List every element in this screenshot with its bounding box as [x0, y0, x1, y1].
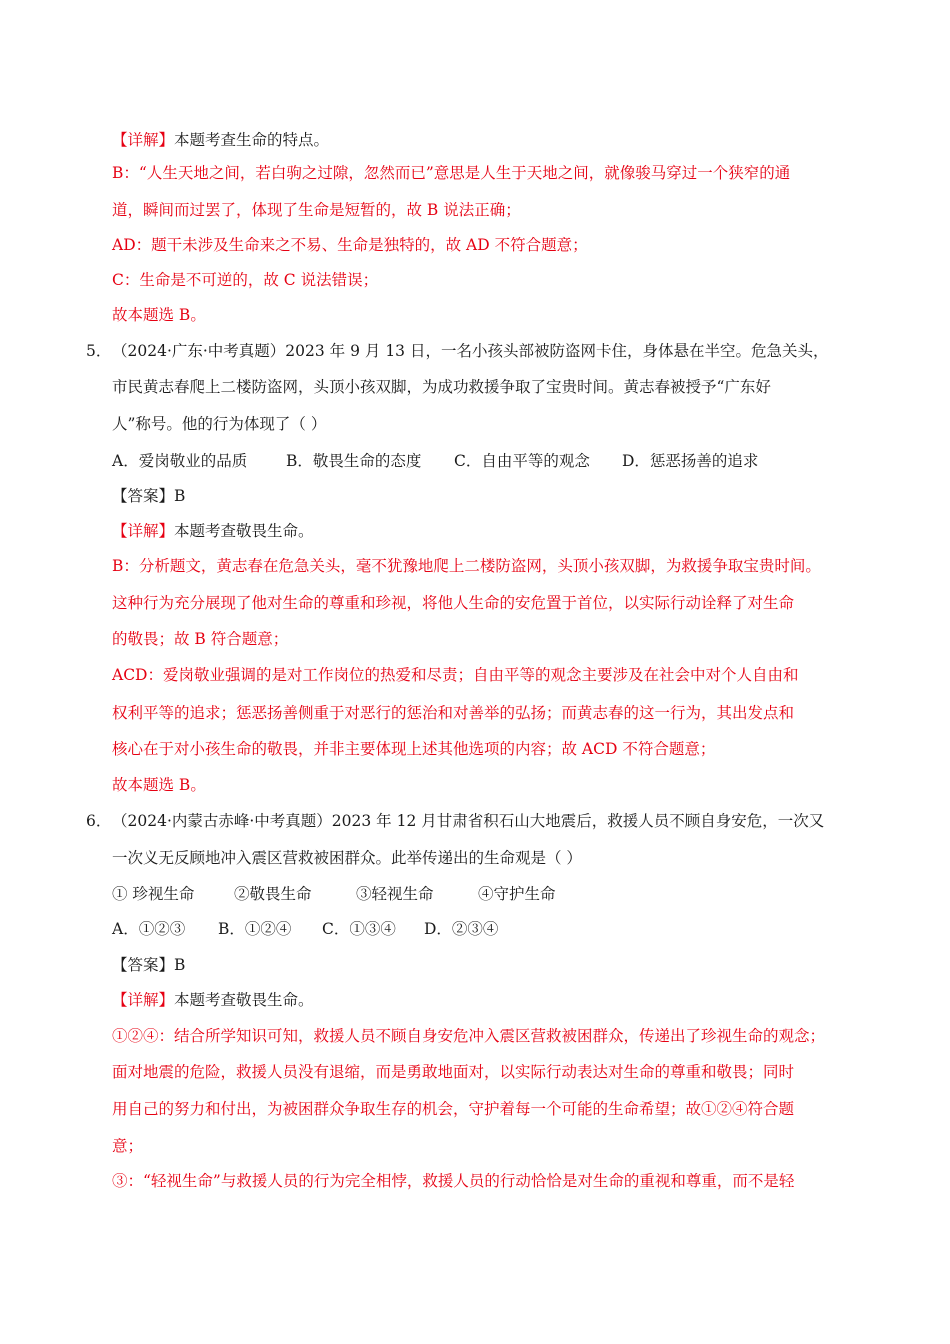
option-d: D．②③④ — [424, 920, 499, 938]
q6-answer: 【答案】B — [112, 956, 186, 974]
q6-detail-line: 意； — [112, 1137, 144, 1155]
option-a: A．①②③ — [112, 920, 186, 938]
q5-stem-line: （2024·广东·中考真题）2023 年 9 月 13 日，一名小孩头部被防盗网卡住，身体悬在半空。危急关头， — [112, 342, 829, 360]
q5-detail-heading: 【详解】本题考查敬畏生命。 — [112, 522, 314, 540]
q4-detail-line: AD：题干未涉及生命来之不易、生命是独特的，故 AD 不符合题意； — [112, 236, 588, 254]
q4-conclusion: 故本题选 B。 — [112, 306, 206, 324]
q4-detail-line: B：“人生天地之间，若白驹之过隙，忽然而已”意思是人生于天地之间，就像骏马穿过一个狭窄的通 — [112, 164, 791, 182]
question-number: 6． — [86, 812, 112, 830]
statement-1: ① 珍视生命 — [112, 885, 195, 903]
statement-4: ④守护生命 — [478, 885, 556, 903]
q4-detail-heading: 【详解】本题考查生命的特点。 — [112, 131, 330, 149]
q5-detail-line: 这种行为充分展现了他对生命的尊重和珍视，将他人生命的安危置于首位，以实际行动诠释了对生命 — [112, 594, 795, 612]
option-b: B．敬畏生命的态度 — [286, 452, 422, 470]
q6-detail-heading: 【详解】本题考查敬畏生命。 — [112, 991, 314, 1009]
statement-3: ③轻视生命 — [356, 885, 434, 903]
option-d: D．惩恶扬善的追求 — [622, 452, 759, 470]
q6-detail-line: 面对地震的危险，救援人员没有退缩，而是勇敢地面对，以实际行动表达对生命的尊重和敬畏；同时 — [112, 1063, 795, 1081]
q6-stem-line: （2024·内蒙古赤峰·中考真题）2023 年 12 月甘肃省积石山大地震后，救援人员不顾自身安危，一次又 — [112, 812, 825, 830]
q5-stem-line: 市民黄志春爬上二楼防盗网，头顶小孩双脚，为成功救援争取了宝贵时间。黄志春被授予“广东好 — [112, 378, 771, 396]
q5-detail-line: ACD：爱岗敬业强调的是对工作岗位的热爱和尽责；自由平等的观念主要涉及在社会中对个人自由和 — [112, 666, 799, 684]
q5-detail-line: 核心在于对小孩生命的敬畏，并非主要体现上述其他选项的内容；故 ACD 不符合题意； — [112, 740, 716, 758]
q5-answer: 【答案】B — [112, 487, 186, 505]
option-c: C．自由平等的观念 — [454, 452, 590, 470]
q5-detail-line: 权利平等的追求；惩恶扬善侧重于对恶行的惩治和对善举的弘扬；而黄志春的这一行为，其出发点和 — [112, 704, 795, 722]
option-b: B．①②④ — [218, 920, 292, 938]
statement-2: ②敬畏生命 — [234, 885, 312, 903]
option-a: A．爱岗敬业的品质 — [112, 452, 248, 470]
q6-options — [112, 919, 498, 939]
question-number: 5． — [86, 342, 112, 360]
q6-stem-line: 一次义无反顾地冲入震区营救被困群众。此举传递出的生命观是（ ） — [112, 849, 582, 867]
q6-detail-line: ③：“轻视生命”与救援人员的行为完全相悖，救援人员的行动恰恰是对生命的重视和尊重，而不是轻 — [112, 1172, 795, 1190]
q5-stem-line: 人”称号。他的行为体现了（ ） — [112, 415, 327, 433]
q6-statements — [112, 884, 556, 904]
q6-detail-line: ①②④：结合所学知识可知，救援人员不顾自身安危冲入震区营救被困群众，传递出了珍视生命的观念； — [112, 1027, 826, 1045]
q5-options — [112, 451, 758, 471]
q5-conclusion: 故本题选 B。 — [112, 776, 206, 794]
q5-detail-line: 的敬畏；故 B 符合题意； — [112, 630, 289, 648]
q4-detail-line: 道，瞬间而过罢了，体现了生命是短暂的，故 B 说法正确； — [112, 201, 521, 219]
option-c: C．①③④ — [322, 920, 396, 938]
q5-detail-line: B：分析题文，黄志春在危急关头，毫不犹豫地爬上二楼防盗网，头顶小孩双脚，为救援争取宝贵时间。 — [112, 557, 821, 575]
q6-detail-line: 用自己的努力和付出，为被困群众争取生存的机会，守护着每一个可能的生命希望；故①②④符合题 — [112, 1100, 795, 1118]
q4-detail-line: C：生命是不可逆的，故 C 说法错误； — [112, 271, 379, 289]
